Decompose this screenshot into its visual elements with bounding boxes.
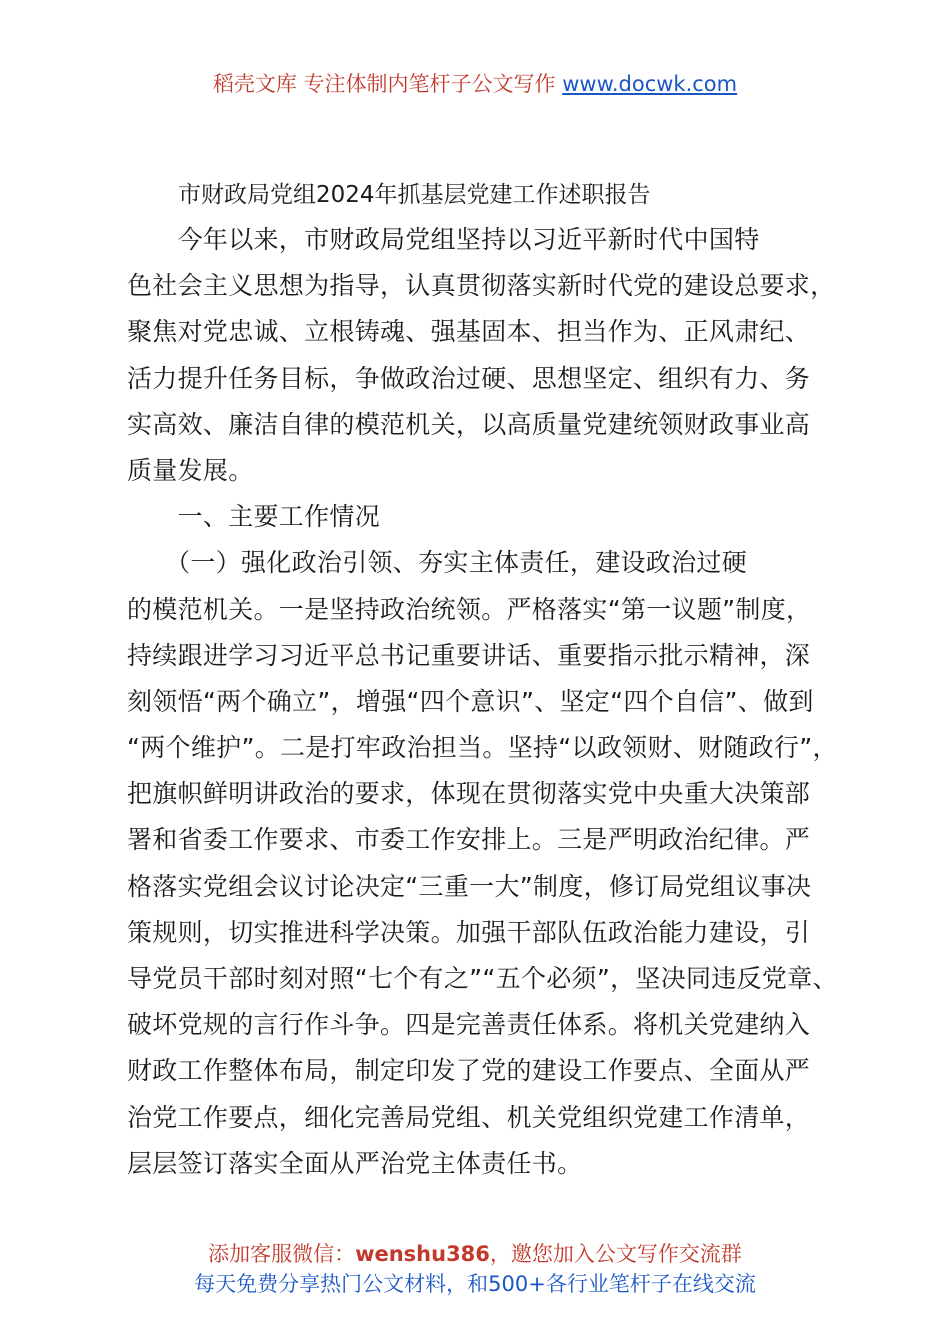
body-line: 署和省委工作要求、市委工作安排上。三是严明政治纪律。严 (127, 825, 811, 855)
body-line: 策规则，切实推进科学决策。加强干部队伍政治能力建设，引 (127, 917, 811, 947)
body-line: 今年以来，市财政局党组坚持以习近平新时代中国特 (127, 225, 760, 254)
document-title: 市财政局党组2024年抓基层党建工作述职报告 (178, 182, 651, 208)
footer-suffix: ，邀您加入公文写作交流群 (489, 1242, 742, 1266)
body-line: 破坏党规的言行作斗争。四是完善责任体系。将机关党建纳入 (127, 1010, 811, 1040)
site-url-link[interactable]: www.docwk.com (562, 72, 738, 96)
footer-promo (0, 1240, 950, 1268)
body-line: 聚焦对党忠诚、立根铸魂、强基固本、担当作为、正风肃纪、 (127, 317, 811, 347)
body-line: 财政工作整体布局，制定印发了党的建设工作要点、全面从严 (127, 1056, 811, 1086)
body-line: 导党员干部时刻对照“七个有之”“五个必须”，坚决同违反党章、 (127, 964, 838, 993)
brand-text: 稻壳文库 专注体制内笔杆子公文写作 (212, 72, 556, 96)
body-line: 质量发展。 (127, 455, 254, 485)
body-line: 刻领悟“两个确立”，增强“四个意识”、坚定“四个自信”、做到 (127, 686, 814, 716)
body-line: 一、主要工作情况 (127, 502, 381, 532)
footer-promo-line2: 每天免费分享热门公文材料，和500+各行业笔杆子在线交流 (194, 1272, 756, 1296)
body-line: 治党工作要点，细化完善局党组、机关党组织党建工作清单， (127, 1102, 811, 1132)
body-line: 把旗帜鲜明讲政治的要求，体现在贯彻落实党中央重大决策部 (127, 779, 811, 809)
body-line: 持续跟进学习习近平总书记重要讲话、重要指示批示精神，深 (127, 640, 811, 670)
body-line: 实高效、廉洁自律的模范机关，以高质量党建统领财政事业高 (127, 409, 811, 439)
site-header (0, 70, 950, 98)
body-line: （一）强化政治引领、夯实主体责任，建设政治过硬 (127, 548, 748, 578)
document-body (127, 217, 838, 1187)
footer-prefix: 添加客服微信： (208, 1242, 356, 1266)
body-line: 层层签订落实全面从严治党主体责任书。 (127, 1148, 583, 1178)
wechat-id: wenshu386 (355, 1242, 490, 1266)
body-line: 格落实党组会议讨论决定“三重一大”制度，修订局党组议事决 (127, 871, 812, 901)
body-line: 色社会主义思想为指导，认真贯彻落实新时代党的建设总要求， (127, 271, 836, 301)
body-line: 活力提升任务目标，争做政治过硬、思想坚定、组织有力、务 (127, 363, 811, 393)
body-line: “两个维护”。二是打牢政治担当。坚持“以政领财、财随政行”， (127, 733, 838, 763)
body-line: 的模范机关。一是坚持政治统领。严格落实“第一议题”制度， (127, 594, 812, 624)
